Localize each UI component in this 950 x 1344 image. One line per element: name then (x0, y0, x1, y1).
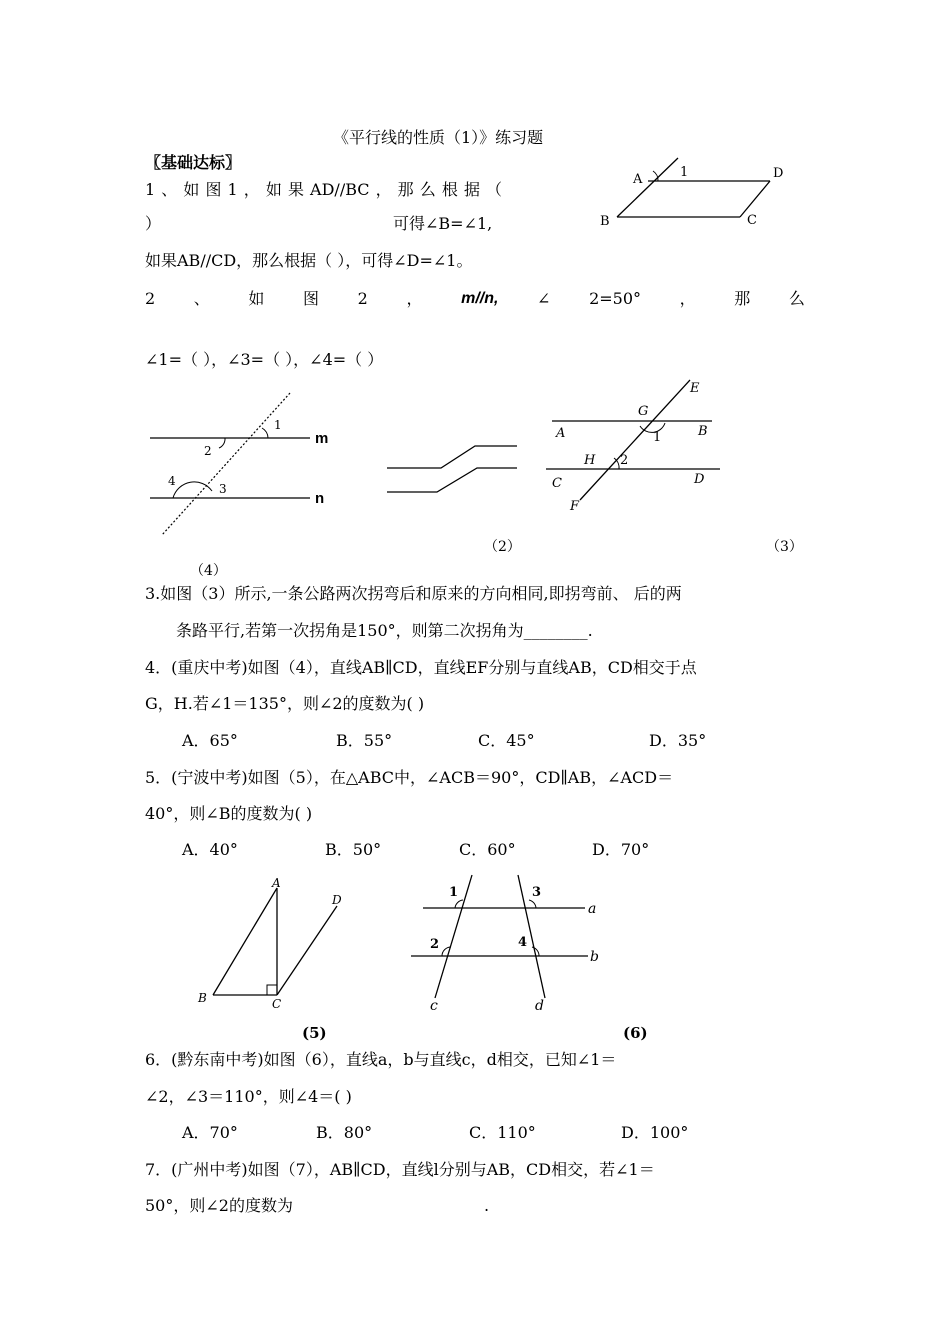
label-1: 1 (274, 418, 282, 432)
label-n: n (315, 490, 325, 507)
label-4: 4 (518, 935, 528, 950)
figure-1-parallelogram (590, 150, 800, 235)
label-e: E (690, 381, 700, 396)
figure-lines-mn (140, 385, 350, 555)
q2-part: 么 (788, 289, 805, 308)
q1-line1: 1 、 如 图 1 ， 如 果 AD//BC ， 那 么 根 据 （ (145, 180, 503, 199)
q4-option-b[interactable]: B．55° (336, 731, 393, 750)
label-m: m (315, 430, 329, 447)
arc-2 (614, 458, 619, 469)
transversal-dashed (162, 393, 290, 535)
q5-option-d[interactable]: D．70° (592, 840, 650, 859)
q2-line2: ∠1=（ ），∠3=（ ），∠4=（ ） (145, 350, 384, 369)
q6-option-a[interactable]: A．70° (182, 1123, 238, 1142)
arc-4 (173, 482, 212, 498)
label-f: F (570, 499, 580, 514)
label-c: c (430, 998, 438, 1014)
q7-line2-end: . (484, 1196, 490, 1215)
fig1-label-1: 1 (680, 165, 689, 180)
fig1-line-ab (617, 158, 678, 217)
label-1: 1 (449, 885, 459, 900)
arc-3 (529, 900, 536, 908)
q2-part: 如 (248, 289, 265, 308)
q5-line2: 40°，则∠B的度数为( ) (145, 804, 313, 823)
figure-road-bends (385, 440, 525, 500)
side-ab (213, 888, 277, 995)
label-d: D (332, 893, 342, 907)
q2-part: 图 (303, 289, 320, 308)
label-g: G (638, 404, 649, 419)
label-b: b (590, 949, 599, 965)
label-a: a (588, 901, 597, 917)
road-upper-line (387, 446, 517, 468)
q6-option-b[interactable]: B．80° (316, 1123, 373, 1142)
label-c: C (552, 476, 562, 491)
q2-part: 2 (357, 289, 368, 308)
q7-line2: 50°，则∠2的度数为 (145, 1196, 293, 1215)
label-a: A (272, 876, 281, 890)
q3-line1: 3.如图（3）所示,一条公路两次拐弯后和原来的方向相同,即拐弯前、 后的两 (145, 584, 682, 603)
q1-line2-paren: ） (145, 214, 162, 233)
q6-option-d[interactable]: D．100° (621, 1123, 689, 1142)
q4-option-a[interactable]: A．65° (182, 731, 238, 750)
q7-line1: 7．(广州中考)如图（7），AB∥CD，直线l分别与AB，CD相交，若∠1＝ (145, 1160, 655, 1179)
q2-part: 那 (734, 289, 751, 308)
label-2: 2 (430, 937, 440, 952)
figure-6-lines (405, 870, 615, 1015)
q3-line2: 条路平行,若第一次拐角是150°，则第二次拐角为________. (176, 621, 593, 640)
line-cd (277, 906, 337, 995)
fig1-label-d: D (773, 166, 784, 181)
q6-line2: ∠2，∠3＝110°，则∠4＝( ) (145, 1087, 352, 1106)
caption-4: （4） (190, 563, 227, 579)
fig1-label-c: C (747, 213, 757, 228)
figure-5-triangle (195, 870, 355, 1015)
label-4: 4 (168, 474, 176, 488)
caption-2: （2） (484, 539, 521, 555)
label-d: d (535, 998, 544, 1014)
label-2: 2 (204, 444, 212, 458)
label-3: 3 (532, 885, 542, 900)
label-b: B (198, 991, 207, 1005)
label-c: C (272, 997, 282, 1011)
figure-parallel-ab-cd (540, 375, 740, 520)
q2-part-mn: m//n, (461, 290, 499, 307)
q2-part: ， (406, 289, 423, 308)
caption-6: (6) (623, 1024, 648, 1042)
q2-part: 、 (193, 289, 210, 308)
label-2: 2 (620, 453, 629, 468)
q2-part: ， (679, 289, 696, 308)
q1-line2-text: 可得∠B=∠1, (393, 214, 493, 233)
q4-line2: G，H.若∠1＝135°，则∠2的度数为( ) (145, 694, 425, 713)
section-heading: 〖基础达标〗 (145, 153, 242, 172)
q4-line1: 4．(重庆中考)如图（4），直线AB∥CD，直线EF分别与直线AB，CD相交于点 (145, 658, 697, 677)
q2-part: 2 (145, 289, 156, 308)
caption-3: （3） (766, 539, 803, 555)
q5-option-b[interactable]: B．50° (325, 840, 382, 859)
q1-line3: 如果AB//CD，那么根据（ ），可得∠D=∠1。 (145, 251, 473, 270)
q4-option-c[interactable]: C．45° (478, 731, 535, 750)
fig1-label-a: A (633, 172, 643, 187)
q6-option-c[interactable]: C．110° (469, 1123, 536, 1142)
q2-part: ∠ (537, 289, 551, 308)
arc-2 (219, 438, 225, 448)
q2-line1 (145, 289, 805, 309)
page-title: 《平行线的性质（1）》练习题 (333, 128, 544, 147)
label-d: D (694, 472, 705, 487)
q5-option-c[interactable]: C．60° (459, 840, 516, 859)
label-b: B (698, 424, 708, 439)
q4-option-d[interactable]: D．35° (649, 731, 707, 750)
label-a: A (556, 426, 566, 441)
label-1: 1 (653, 430, 662, 445)
q6-line1: 6．(黔东南中考)如图（6），直线a，b与直线c，d相交，已知∠1＝ (145, 1050, 617, 1069)
q2-part: 2=50° (589, 289, 642, 308)
line-ef (580, 380, 690, 500)
fig1-line-dc (740, 181, 770, 217)
fig1-label-b: B (600, 214, 610, 229)
q5-line1: 5．(宁波中考)如图（5），在△ABC中，∠ACB＝90°，CD∥AB，∠ACD＝ (145, 768, 674, 787)
road-lower-line (387, 468, 517, 492)
arc-1 (262, 428, 268, 438)
label-h: H (584, 453, 596, 468)
right-angle-mark (267, 985, 277, 995)
label-3: 3 (219, 482, 227, 496)
caption-5: (5) (302, 1024, 327, 1042)
q5-option-a[interactable]: A．40° (182, 840, 238, 859)
